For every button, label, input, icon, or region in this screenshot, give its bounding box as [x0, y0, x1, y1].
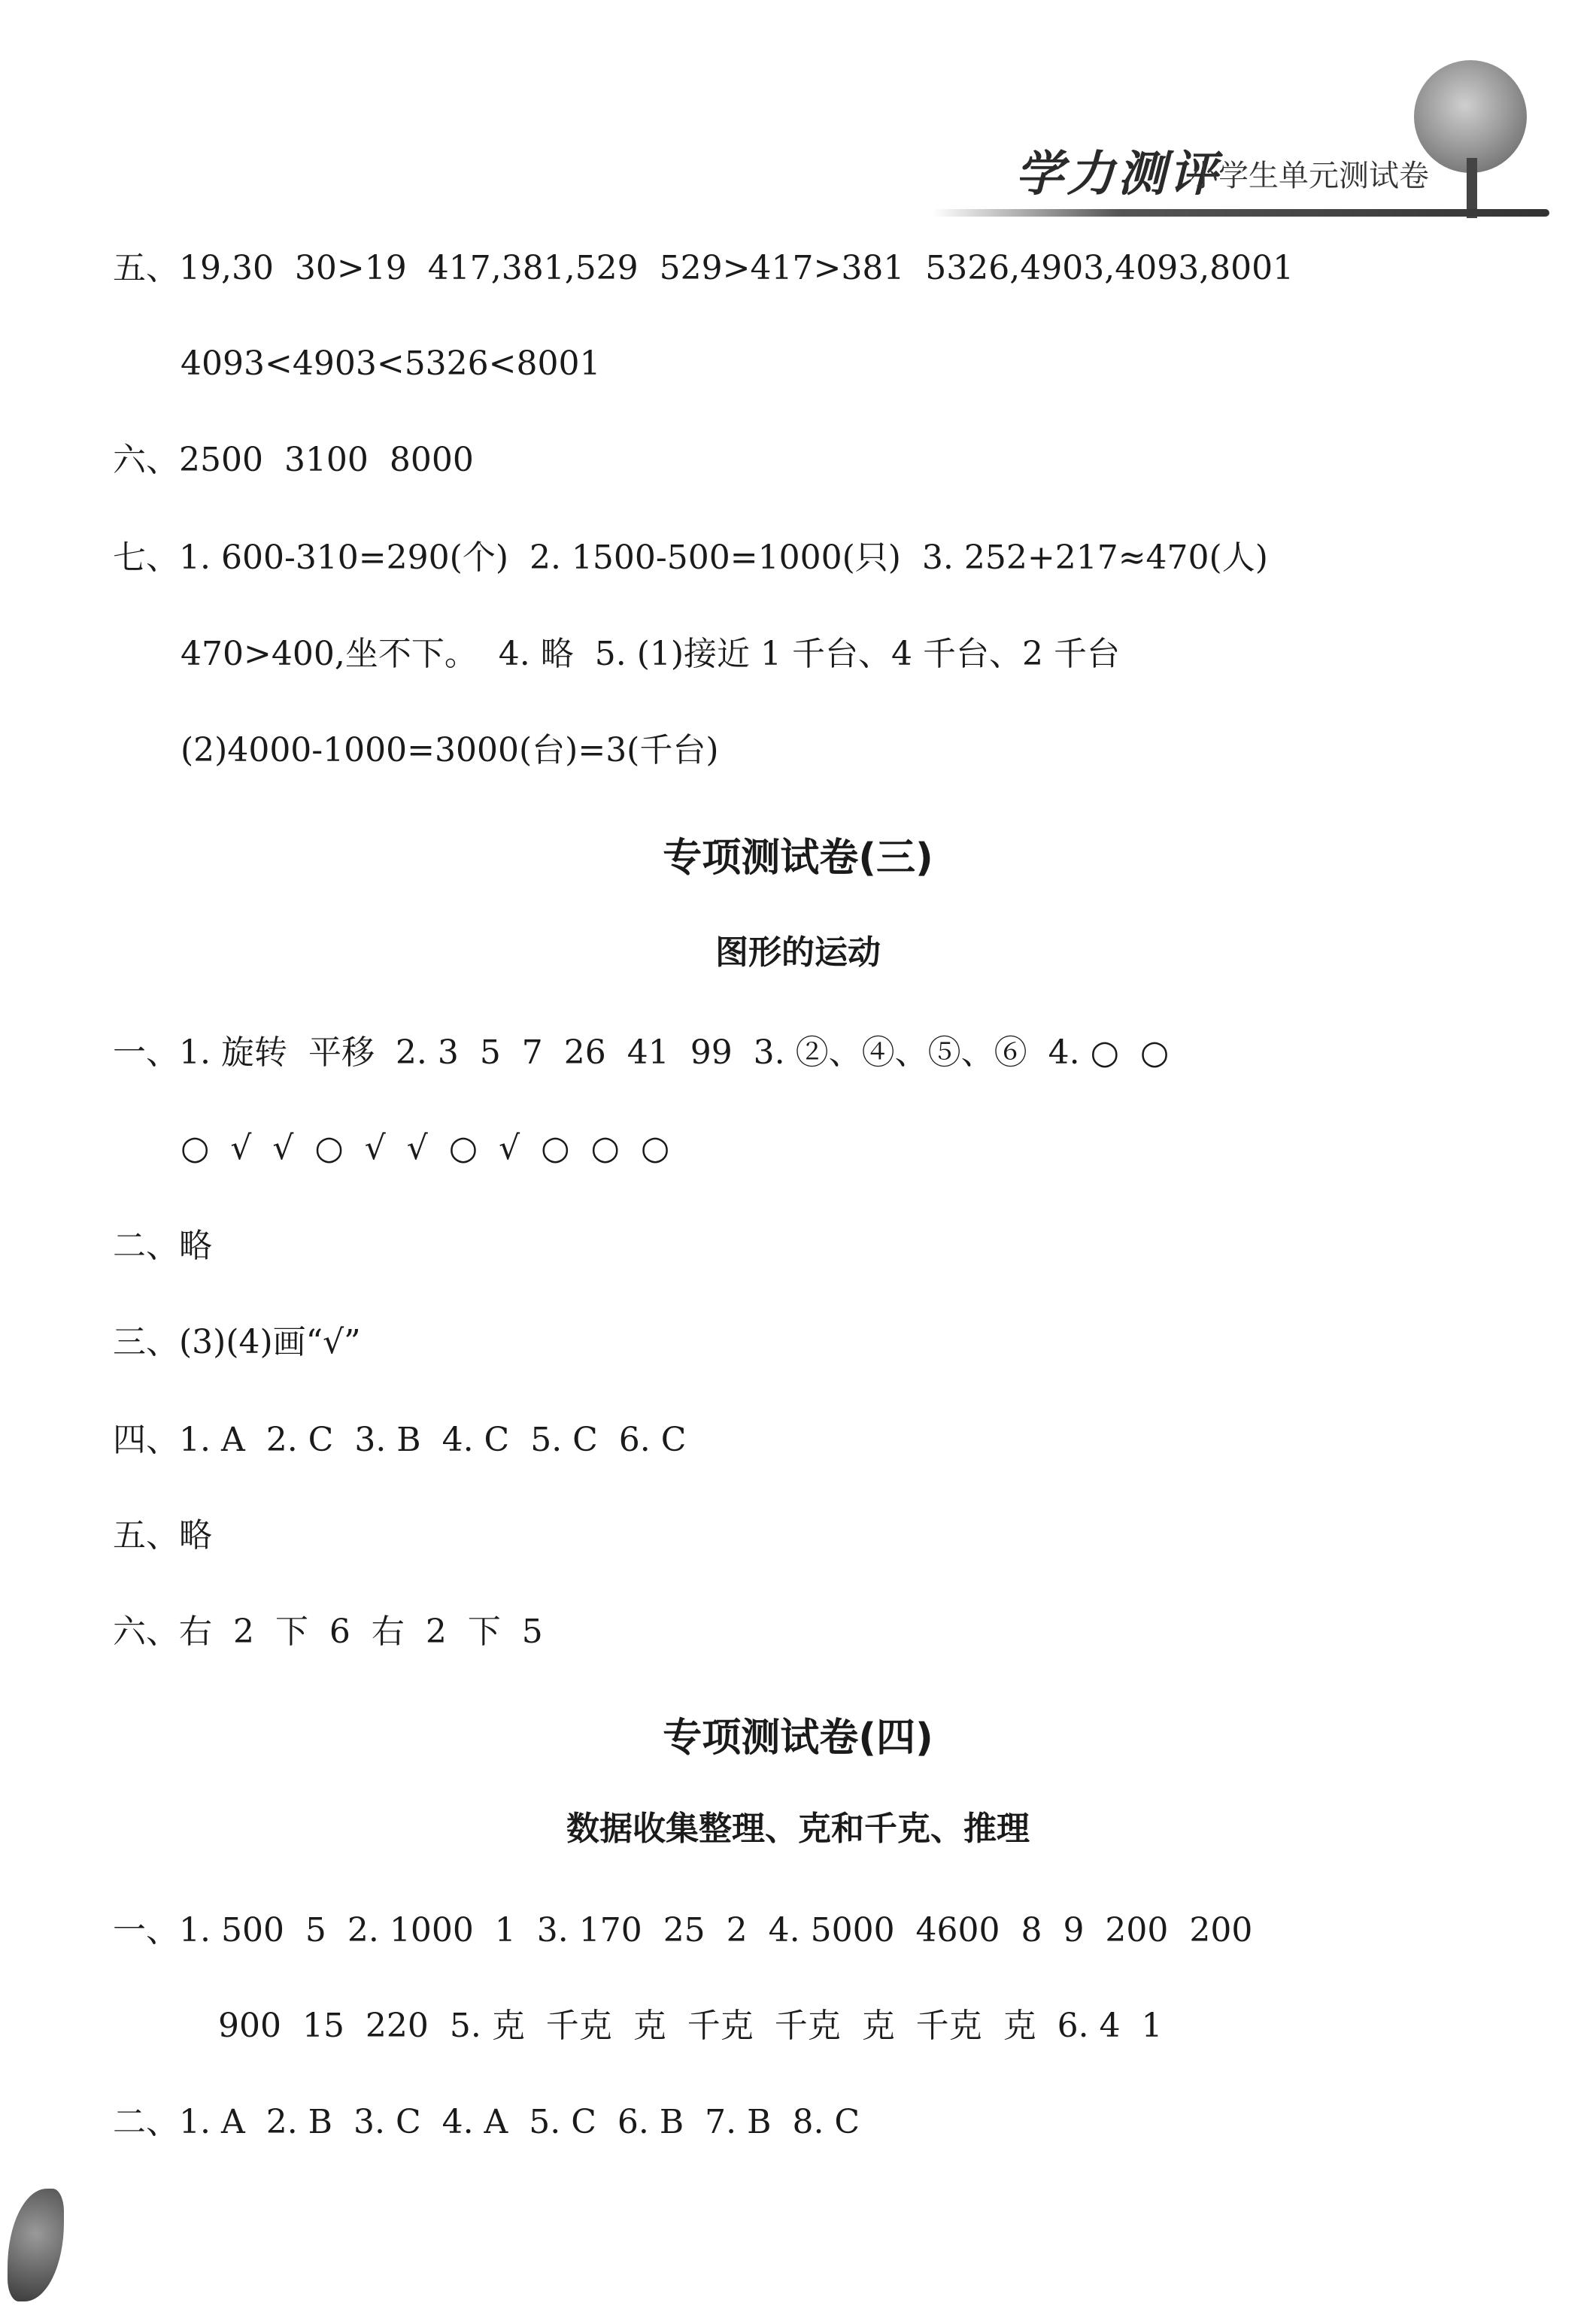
- header-ground-line: [933, 209, 1549, 217]
- leaf-icon: [8, 2189, 64, 2301]
- answer-line-san: 三、(3)(4)画“√”: [113, 1323, 361, 1361]
- answer-line-qi-cont1: 470>400,坐不下。 4. 略 5. (1)接近 1 千台、4 千台、2 千台: [181, 635, 1120, 673]
- brand-subtitle: 小学生单元测试卷: [1188, 159, 1429, 193]
- answer-line-wu-2: 五、略: [113, 1516, 212, 1555]
- answer-line-wu-cont: 4093<4903<5326<8001: [181, 344, 601, 383]
- section-subtitle-3: 图形的运动: [715, 933, 881, 972]
- answer-line-yi-2-cont: 900 15 220 5. 克 千克 克 千克 千克 克 千克 克 6. 4 1: [218, 2007, 1163, 2045]
- corner-leaf-decoration: [0, 2159, 68, 2318]
- answer-line-liu-2: 六、右 2 下 6 右 2 下 5: [113, 1613, 543, 1651]
- answer-line-qi: 七、1. 600-310=290(个) 2. 1500-500=1000(只) 3. 252+217≈470(人): [113, 539, 1268, 577]
- answer-line-wu: 五、19,30 30>19 417,381,529 529>417>381 5326,4903,4093,8001: [113, 249, 1294, 287]
- answer-line-yi-2: 一、1. 500 5 2. 1000 1 3. 170 25 2 4. 5000 4600 8 9 200 200: [113, 1911, 1253, 1949]
- section-title-4: 专项测试卷(四): [663, 1716, 933, 1761]
- answer-line-yi-cont: ○ √ √ ○ √ √ ○ √ ○ ○ ○: [181, 1129, 670, 1167]
- answer-line-liu: 六、2500 3100 8000: [113, 441, 474, 479]
- header-logo: [933, 45, 1549, 218]
- section-subtitle-4: 数据收集整理、克和千克、推理: [566, 1810, 1030, 1848]
- tree-icon: [1414, 60, 1527, 173]
- answer-line-yi: 一、1. 旋转 平移 2. 3 5 7 26 41 99 3. ②、④、⑤、⑥ 4. ○ ○: [113, 1033, 1170, 1072]
- answer-line-er-2: 二、1. A 2. B 3. C 4. A 5. C 6. B 7. B 8. C: [113, 2103, 860, 2141]
- answer-line-si: 四、1. A 2. C 3. B 4. C 5. C 6. C: [113, 1421, 687, 1459]
- section-title-3: 专项测试卷(三): [663, 836, 933, 881]
- brand-title: 学力测评: [1015, 147, 1220, 202]
- answer-line-er: 二、略: [113, 1227, 212, 1265]
- answer-line-qi-cont2: (2)4000-1000=3000(台)=3(千台): [181, 731, 719, 769]
